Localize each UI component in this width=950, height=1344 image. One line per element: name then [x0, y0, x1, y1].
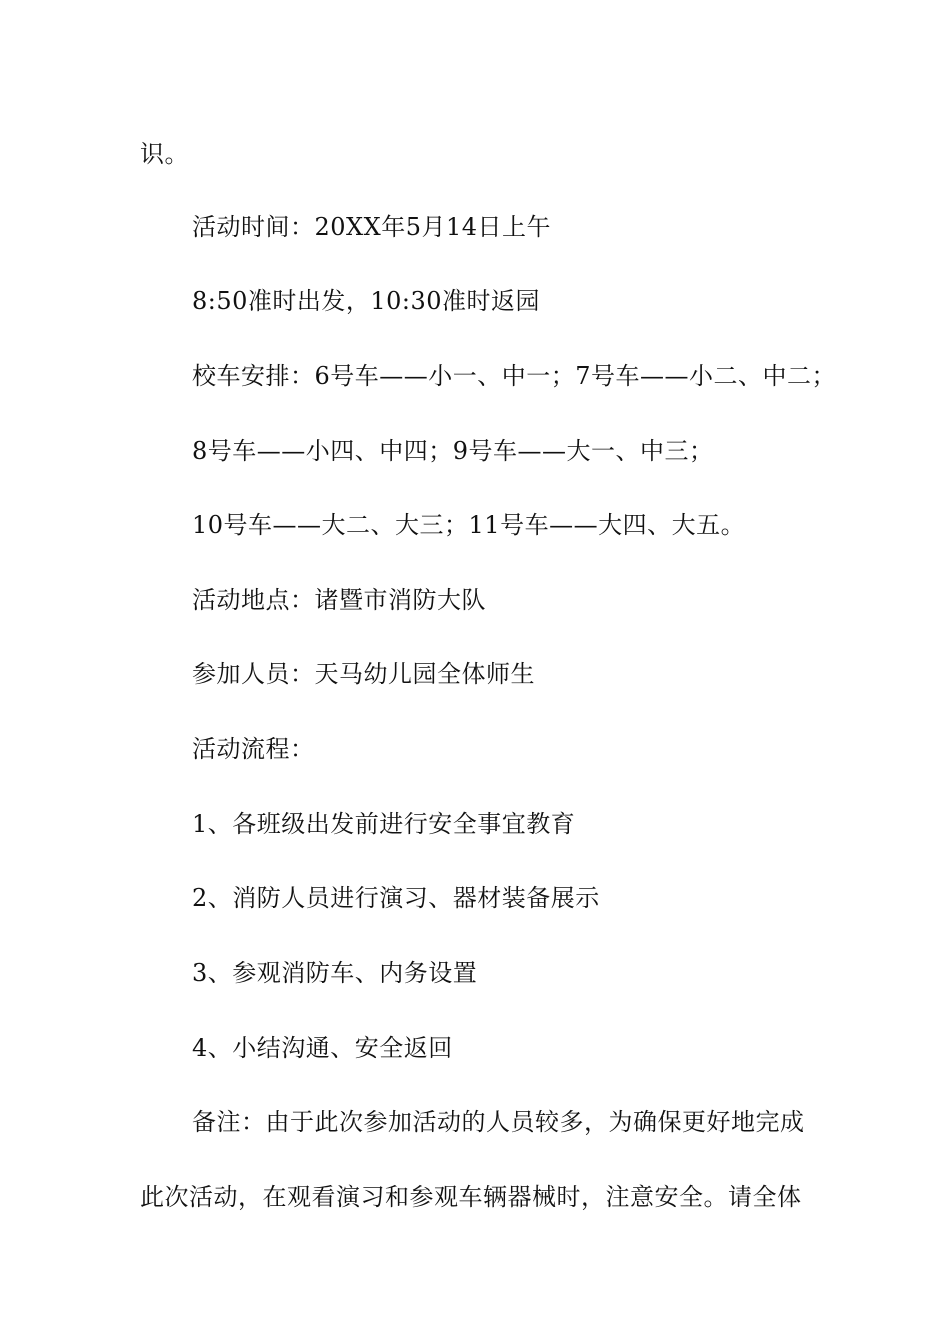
- remarks-line-2: 此次活动，在观看演习和参观车辆器械时，注意安全。请全体: [140, 1183, 802, 1211]
- bus-arrangement-1: 校车安排：6号车——小一、中一；7号车——小二、中二；: [192, 362, 837, 390]
- process-step-2: 2、消防人员进行演习、器材装备展示: [192, 884, 600, 912]
- activity-location: 活动地点：诸暨市消防大队: [192, 586, 486, 614]
- departure-return-time: 8:50准时出发，10:30准时返园: [192, 287, 541, 315]
- participants: 参加人员：天马幼儿园全体师生: [192, 660, 535, 688]
- activity-process-heading: 活动流程：: [192, 735, 315, 763]
- remarks-line-1: 备注：由于此次参加活动的人员较多，为确保更好地完成: [192, 1108, 805, 1136]
- bus-arrangement-2: 8号车——小四、中四；9号车——大一、中三；: [192, 437, 714, 465]
- activity-time: 活动时间：20XX年5月14日上午: [192, 213, 552, 241]
- process-step-3: 3、参观消防车、内务设置: [192, 959, 478, 987]
- process-step-1: 1、各班级出发前进行安全事宜教育: [192, 810, 576, 838]
- process-step-4: 4、小结沟通、安全返回: [192, 1034, 453, 1062]
- paragraph-continuation: 识。: [140, 140, 189, 168]
- bus-arrangement-3: 10号车——大二、大三；11号车——大四、大五。: [192, 511, 746, 539]
